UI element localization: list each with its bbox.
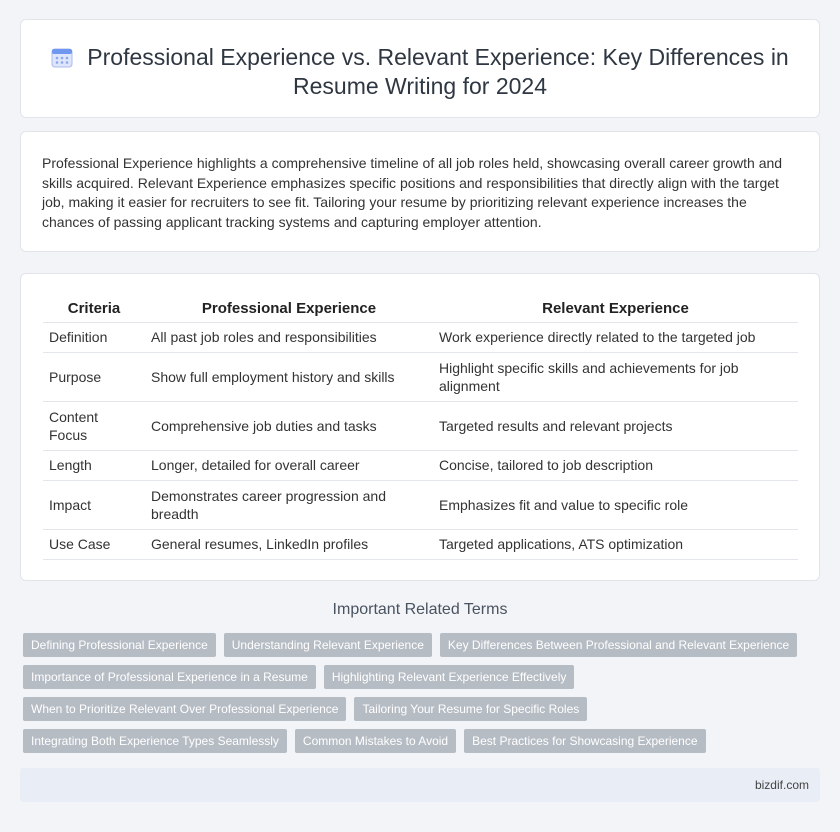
column-header-relevant: Relevant Experience <box>433 295 798 322</box>
related-term-tag[interactable]: Common Mistakes to Avoid <box>295 729 456 753</box>
table-row <box>43 322 798 352</box>
related-term-tag[interactable]: When to Prioritize Relevant Over Professional Experience <box>23 697 346 721</box>
table-cell: Emphasizes fit and value to specific role <box>433 480 798 529</box>
footer-brand[interactable]: bizdif.com <box>754 778 809 792</box>
table-row <box>43 529 798 559</box>
table-cell: Longer, detailed for overall career <box>145 450 433 480</box>
table-header-row <box>43 295 798 322</box>
related-term-tag[interactable]: Tailoring Your Resume for Specific Roles <box>354 697 587 721</box>
table-cell: General resumes, LinkedIn profiles <box>145 529 433 559</box>
table-cell: All past job roles and responsibilities <box>145 322 433 352</box>
table-cell: Comprehensive job duties and tasks <box>145 401 433 450</box>
table-cell: Impact <box>43 480 145 529</box>
page-title <box>51 43 789 101</box>
table-cell: Purpose <box>43 352 145 401</box>
column-header-criteria: Criteria <box>43 295 145 322</box>
page-title-text: Professional Experience vs. Relevant Experience: Key Differences in Resume Writing for 2024 <box>87 44 789 99</box>
table-cell: Definition <box>43 322 145 352</box>
column-header-professional: Professional Experience <box>145 295 433 322</box>
table-cell: Use Case <box>43 529 145 559</box>
related-term-tag[interactable]: Integrating Both Experience Types Seamlessly <box>23 729 287 753</box>
comparison-table <box>43 295 798 560</box>
intro-paragraph: Professional Experience highlights a comprehensive timeline of all job roles held, showcasing overall career growth and skills acquired. Relevant Experience emphasizes specific positions and responsibilities that directly align with the target job, making it easier for recruiters to see fit. Tailoring your resume by prioritizing relevant experience increases the chances of passing applicant tracking systems and capturing employer attention. <box>42 155 783 230</box>
table-cell: Targeted results and relevant projects <box>433 401 798 450</box>
table-cell: Content Focus <box>43 401 145 450</box>
intro-card <box>20 131 820 252</box>
table-row <box>43 450 798 480</box>
header-card <box>20 19 820 118</box>
related-term-tag[interactable]: Highlighting Relevant Experience Effectively <box>324 665 575 689</box>
related-term-tag[interactable]: Key Differences Between Professional and Relevant Experience <box>440 633 797 657</box>
footer <box>20 768 820 802</box>
table-cell: Length <box>43 450 145 480</box>
table-cell: Demonstrates career progression and breadth <box>145 480 433 529</box>
table-row <box>43 352 798 401</box>
table-cell: Show full employment history and skills <box>145 352 433 401</box>
table-cell: Work experience directly related to the targeted job <box>433 322 798 352</box>
comparison-table-card <box>20 273 820 581</box>
related-terms-list <box>23 633 803 761</box>
table-cell: Highlight specific skills and achievements for job alignment <box>433 352 798 401</box>
related-term-tag[interactable]: Importance of Professional Experience in a Resume <box>23 665 316 689</box>
related-term-tag[interactable]: Defining Professional Experience <box>23 633 216 657</box>
related-term-tag[interactable]: Understanding Relevant Experience <box>224 633 432 657</box>
calendar-icon <box>51 46 73 68</box>
related-terms-title: Important Related Terms <box>332 601 508 618</box>
table-row <box>43 480 798 529</box>
table-cell: Concise, tailored to job description <box>433 450 798 480</box>
table-row <box>43 401 798 450</box>
related-term-tag[interactable]: Best Practices for Showcasing Experience <box>464 729 705 753</box>
table-cell: Targeted applications, ATS optimization <box>433 529 798 559</box>
